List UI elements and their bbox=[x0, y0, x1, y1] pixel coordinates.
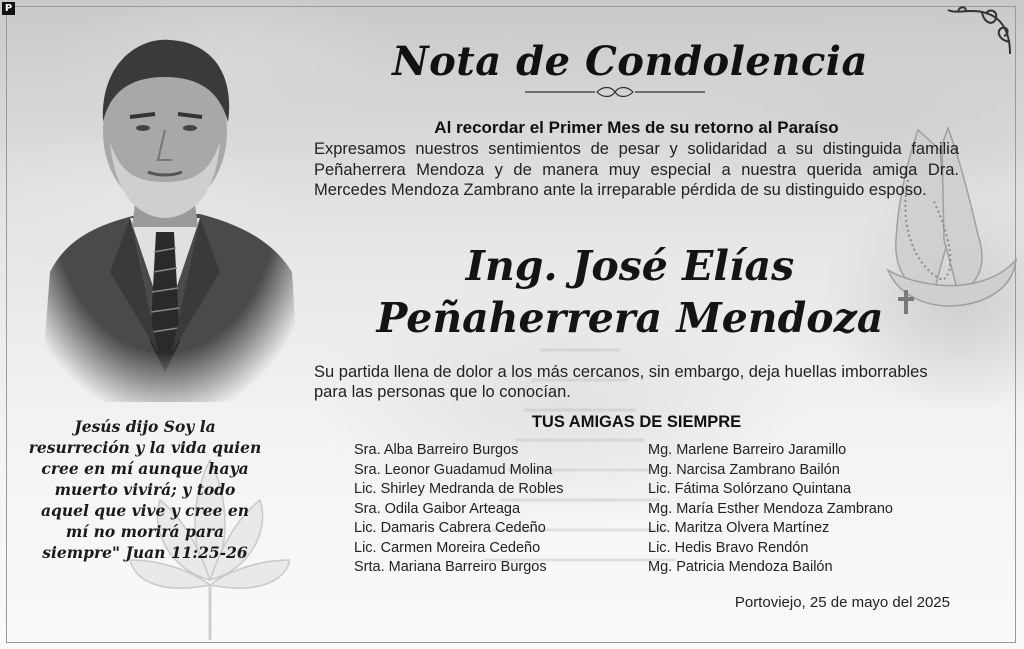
signer: Mg. María Esther Mendoza Zambrano bbox=[648, 500, 893, 517]
corner-flourish-icon bbox=[938, 2, 1018, 62]
signer: Lic. Fátima Solórzano Quintana bbox=[648, 481, 852, 497]
portrait-photo bbox=[30, 22, 300, 402]
signers-right-list bbox=[648, 441, 948, 578]
publisher-mark: P bbox=[2, 2, 15, 15]
signer: Lic. Carmen Moreira Cedeño bbox=[354, 539, 541, 556]
page-title: Nota de Condolencia bbox=[392, 38, 868, 85]
deceased-name bbox=[360, 240, 900, 344]
signer: Mg. Marlene Barreiro Jaramillo bbox=[648, 442, 847, 458]
signer: Lic. Damaris Cabrera Cedeño bbox=[354, 520, 546, 536]
signers-left-list bbox=[354, 441, 634, 578]
signer: Mg. Narcisa Zambrano Bailón bbox=[648, 461, 840, 478]
deceased-name-line2: Peñaherrera Mendoza bbox=[376, 294, 884, 342]
intro-paragraph: Expresamos nuestros sentimientos de pesar y solidaridad a su distinguida familia Peñaherrera Mendoza y de manera muy especial a nuestra querida amiga Dra. Mercedes Mendoza Zambrano ante la irreparable pérdida de su distinguido esposo. bbox=[314, 140, 959, 199]
signer: Lic. Shirley Medranda de Robles bbox=[354, 481, 564, 497]
subtitle: Al recordar el Primer Mes de su retorno al Paraíso bbox=[434, 118, 839, 137]
signer: Sra. Alba Barreiro Burgos bbox=[354, 442, 519, 458]
date-line: Portoviejo, 25 de mayo del 2025 bbox=[734, 594, 950, 611]
signer: Lic. Maritza Olvera Martínez bbox=[648, 520, 830, 536]
signer: Srta. Mariana Barreiro Burgos bbox=[354, 559, 547, 575]
signer: Mg. Patricia Mendoza Bailón bbox=[648, 559, 833, 575]
partida-paragraph: Su partida llena de dolor a los más cercanos, sin embargo, deja huellas imborrables para las personas que lo conocían. bbox=[314, 363, 928, 401]
signer: Sra. Leonor Guadamud Molina bbox=[354, 461, 553, 478]
bible-verse: Jesús dijo Soy la resurreción y la vida quien cree en mí aunque haya muerto vivirá; y todo aquel que vive y cree en mí no morirá para siempre" Juan 11:25-26 bbox=[28, 417, 262, 562]
signer: Sra. Odila Gaibor Arteaga bbox=[354, 500, 521, 517]
signer: Lic. Hedis Bravo Rendón bbox=[648, 539, 809, 556]
signers-title: TUS AMIGAS DE SIEMPRE bbox=[531, 413, 742, 431]
deceased-name-line1: Ing. José Elías bbox=[465, 242, 795, 290]
title-divider bbox=[525, 86, 705, 98]
